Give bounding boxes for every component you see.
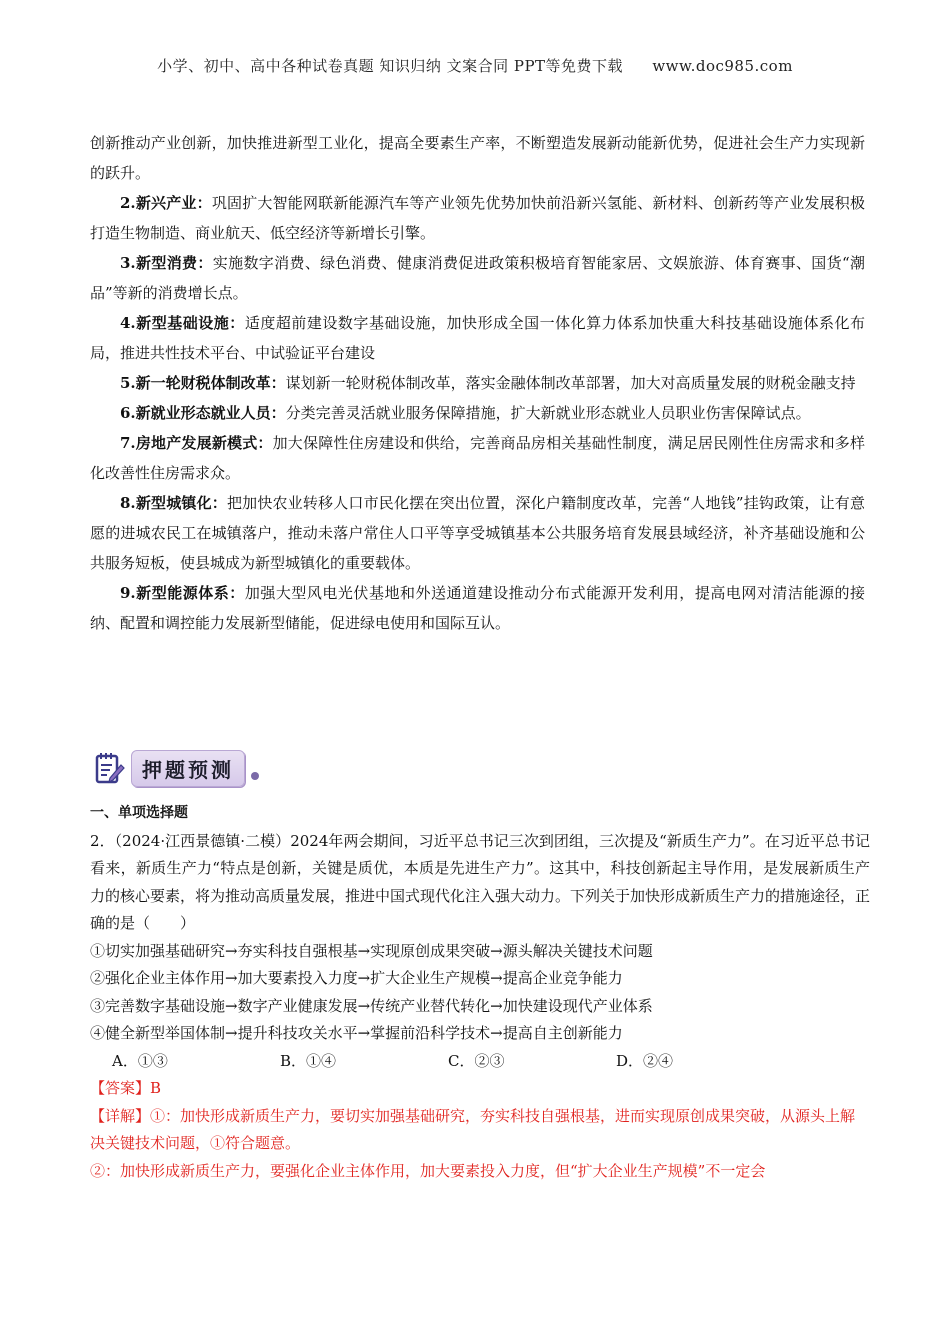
- item-text: 巩固扩大智能网联新能源汽车等产业领先优势加快前沿新兴氢能、新材料、创新药等产业发展积极打造生物制造、商业航天、低空经济等新增长引擎。: [90, 194, 865, 242]
- question-stem: 2．（2024·江西景德镇·二模）2024年两会期间，习近平总书记三次到团组，三次提及“新质生产力”。在习近平总书记看来，新质生产力“特点是创新，关键是质优，本质是先进生产力”。这其中，科技创新起主导作用，是发展新质生产力的核心要素，将为推动高质量发展，推进中国式现代化注入强大动力。下列关于加快形成新质生产力的措施途径，正确的是（ ）: [90, 831, 871, 932]
- answer-line: [90, 1075, 870, 1103]
- item-label: 7.房地产发展新模式：: [120, 434, 273, 452]
- banner-title: 押题预测: [131, 750, 245, 787]
- item-label: 9.新型能源体系：: [120, 584, 245, 602]
- list-item: [90, 368, 865, 398]
- statement-item: ④健全新型举国体制→提升科技攻关水平→掌握前沿科学技术→提高自主创新能力: [90, 1024, 623, 1042]
- item-text: 实施数字消费、绿色消费、健康消费促进政策积极培育智能家居、文娱旅游、体育赛事、国货“潮品”等新的消费增长点。: [90, 254, 865, 302]
- item-text: 谋划新一轮财税体制改革，落实金融体制改革部署，加大对高质量发展的财税金融支持: [285, 374, 856, 392]
- header-text: 小学、初中、高中各种试卷真题 知识归纳 文案合同 PPT等免费下载: [157, 57, 624, 75]
- item-text: 把加快农业转移人口市民化摆在突出位置，深化户籍制度改革，完善“人地钱”挂钩政策，让有意愿的进城农民工在城镇落户，推动未落户常住人口平等享受城镇基本公共服务培育发展县域经济，补齐基础设施和公共服务短板，使县城成为新型城镇化的重要载体。: [90, 494, 865, 572]
- answer-value: B: [150, 1079, 162, 1097]
- prediction-banner: [95, 747, 259, 789]
- banner-dot: [251, 772, 259, 780]
- item-text: 适度超前建设数字基础设施，加快形成全国一体化算力体系加快重大科技基础设施体系化布局，推进共性技术平台、中试验证平台建设: [90, 314, 865, 362]
- item-text: 加强大型风电光伏基地和外送通道建设推动分布式能源开发利用，提高电网对清洁能源的接纳、配置和调控能力发展新型储能，促进绿电使用和国际互认。: [90, 584, 865, 632]
- item-label: 5.新一轮财税体制改革：: [120, 374, 286, 392]
- explanation-text: ①：加快形成新质生产力，要切实加强基础研究，夯实科技自强根基，进而实现原创成果突破，从源头上解决关键技术问题，①符合题意。: [90, 1106, 856, 1152]
- option-c: C．②③: [448, 1051, 505, 1070]
- header-url[interactable]: www.doc985.com: [652, 57, 793, 75]
- list-item: [90, 488, 865, 578]
- item-label: 6.新就业形态就业人员：: [120, 404, 286, 422]
- item-label: 3.新型消费：: [120, 254, 213, 272]
- question-section: [90, 800, 870, 1185]
- intro-paragraph: 创新推动产业创新，加快推进新型工业化，提高全要素生产率，不断塑造发展新动能新优势，促进社会生产力实现新的跃升。: [90, 134, 865, 182]
- notebook-pencil-icon: [95, 751, 125, 785]
- list-item: [90, 308, 865, 368]
- explanation-label: 【详解】: [90, 1106, 151, 1125]
- list-item: [90, 188, 865, 248]
- list-item: [90, 578, 865, 638]
- option-b: B．①④: [280, 1051, 337, 1070]
- item-label: 2.新兴产业：: [120, 194, 212, 212]
- list-item: [90, 248, 865, 308]
- list-item: [90, 398, 865, 428]
- page-header: [0, 55, 950, 76]
- item-label: 8.新型城镇化：: [120, 494, 227, 512]
- statement-item: ③完善数字基础设施→数字产业健康发展→传统产业替代转化→加快建设现代产业体系: [90, 996, 653, 1015]
- list-item: [90, 428, 865, 488]
- answer-options: [90, 1048, 870, 1076]
- statement-item: ①切实加强基础研究→夯实科技自强根基→实现原创成果突破→源头解决关键技术问题: [90, 941, 653, 960]
- item-label: 4.新型基础设施：: [120, 314, 245, 332]
- item-text: 加大保障性住房建设和供给，完善商品房相关基础性制度，满足居民刚性住房需求和多样化改善性住房需求众。: [90, 434, 865, 482]
- statement-item: ②强化企业主体作用→加大要素投入力度→扩大企业生产规模→提高企业竞争能力: [90, 969, 623, 987]
- explanation-line: [90, 1103, 870, 1158]
- policy-list: [90, 128, 865, 638]
- item-text: 分类完善灵活就业服务保障措施，扩大新就业形态就业人员职业伤害保障试点。: [285, 404, 811, 422]
- answer-label: 【答案】: [90, 1079, 151, 1097]
- option-a: A．①③: [112, 1051, 168, 1070]
- explanation-line: ②：加快形成新质生产力，要强化企业主体作用，加大要素投入力度，但“扩大企业生产规模”不一定会: [90, 1161, 766, 1180]
- section-heading: 一、单项选择题: [90, 805, 188, 821]
- option-d: D．②④: [616, 1051, 674, 1070]
